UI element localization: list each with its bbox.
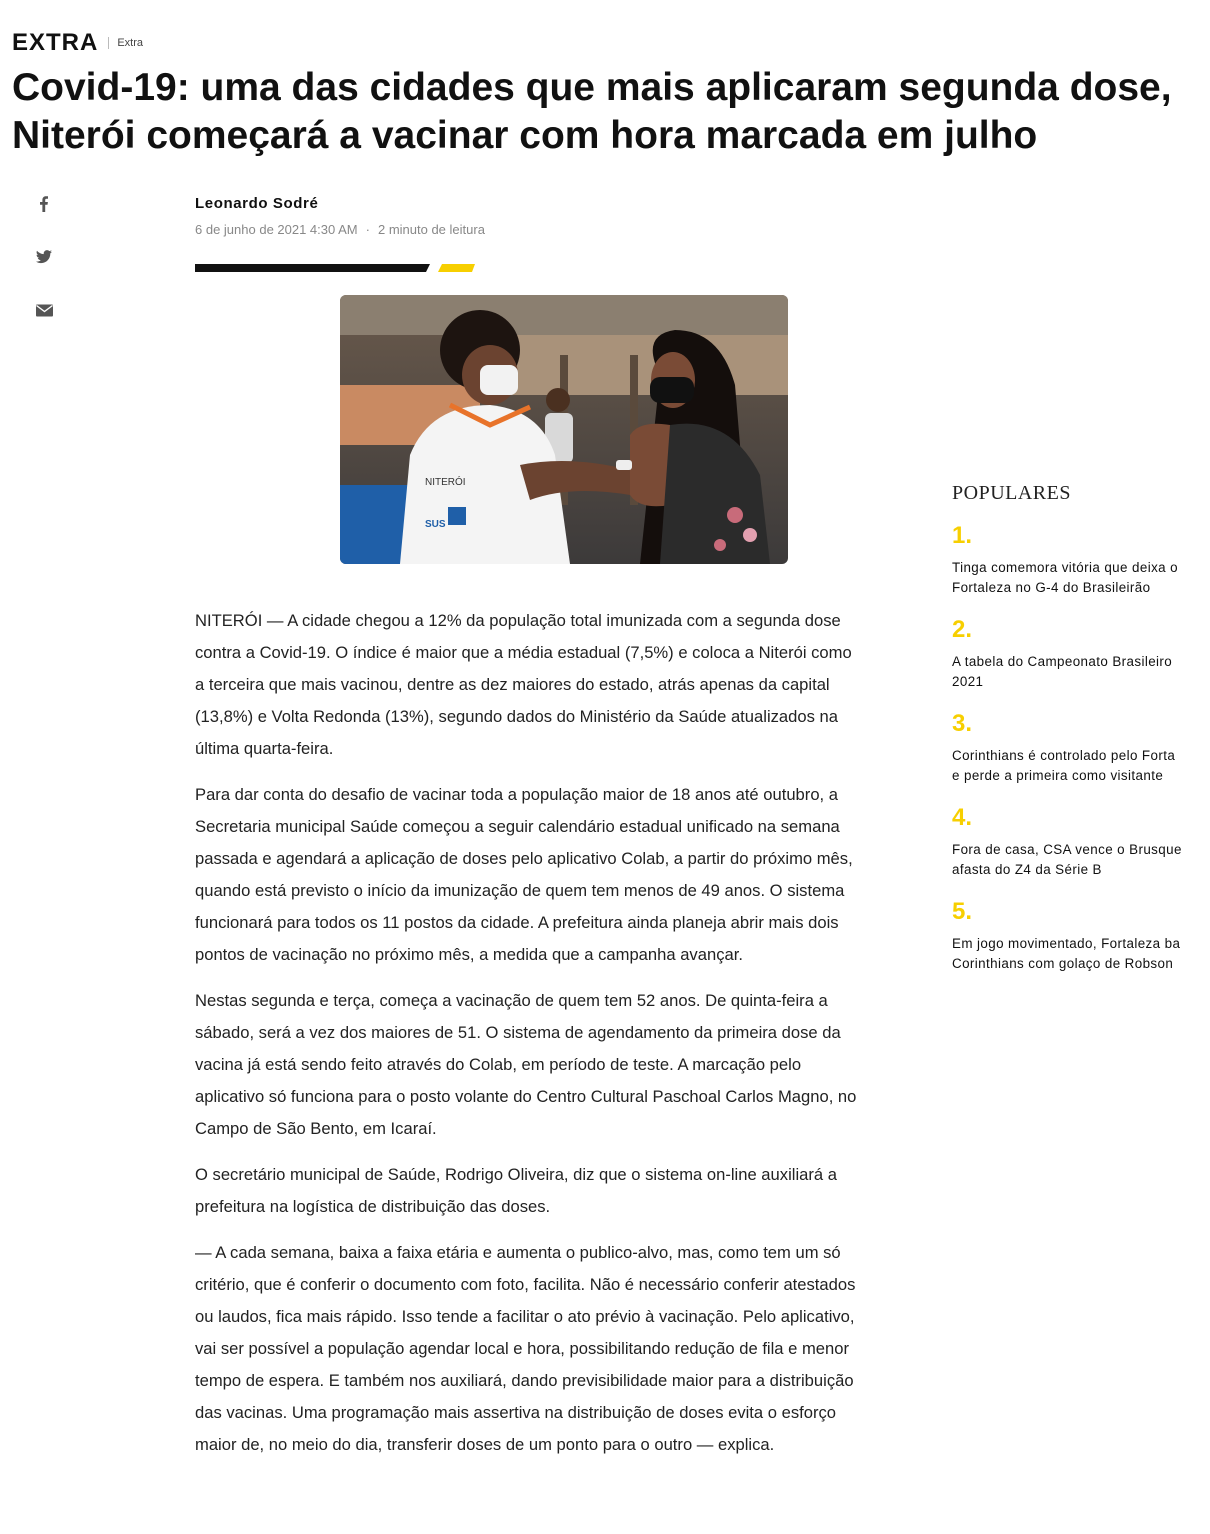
popular-title[interactable]: Fora de casa, CSA vence o Brusque afasta do Z4 da Série B: [952, 842, 1182, 877]
popular-item[interactable]: [952, 522, 1210, 598]
article-paragraph: Para dar conta do desafio de vacinar toda a população maior de 18 anos até outubro, a Secretaria municipal Saúde começou a seguir calendário estadual unificado na semana passada e agendará a aplicação de doses pelo aplicativo Colab, a partir do próximo mês, quando está previsto o início da imunização de quem tem menos de 49 anos. O sistema funcionará para todos os 11 postos da cidade. A prefeitura ainda planeja abrir mais dois pontos de vacinação no próximo mês, a medida que a campanha avançar.: [195, 785, 853, 964]
sus-logo-text: SUS: [425, 519, 446, 530]
twitter-icon[interactable]: [30, 243, 58, 271]
article-paragraph: O secretário municipal de Saúde, Rodrigo Oliveira, diz que o sistema on-line auxiliará a prefeitura na logística de distribuição das doses.: [195, 1165, 837, 1216]
popular-title[interactable]: Tinga comemora vitória que deixa o Fortaleza no G-4 do Brasileirão: [952, 560, 1178, 595]
extra-logo[interactable]: EXTRA: [12, 29, 99, 56]
article-paragraph: Nestas segunda e terça, começa a vacinação de quem tem 52 anos. De quinta-feira a sábado, será a vez dos maiores de 51. O sistema de agendamento da primeira dose da vacina já está sendo feito através do Colab, em período de teste. A marcação pelo aplicativo só funciona para o posto volante do Centro Cultural Paschoal Carlos Magno, no Campo de São Bento, em Icaraí.: [195, 991, 857, 1138]
popular-title[interactable]: Em jogo movimentado, Fortaleza ba Corinthians com golaço de Robson: [952, 936, 1181, 971]
popular-item[interactable]: [952, 898, 1210, 974]
popular-rank: 4.: [952, 804, 973, 831]
article-paragraph: NITERÓI — A cidade chegou a 12% da população total imunizada com a segunda dose contra a Covid-19. O índice é maior que a média estadual (7,5%) e coloca a Niterói como a terceira que mais vacinou, dentre as dez maiores do estado, atrás apenas da capital (13,8%) e Volta Redonda (13%), segundo dados do Ministério da Saúde atualizados na última quarta-feira.: [195, 611, 852, 758]
article-paragraph: — A cada semana, baixa a faixa etária e aumenta o publico-alvo, mas, como tem um só critério, que é conferir o documento com foto, facilita. Não é necessário conferir atestados ou laudos, fica mais rápido. Isso tende a facilitar o ato prévio à vacinação. Pelo aplicativo, vai ser possível a população agendar local e hora, possibilitando redução de fila e menor tempo de espera. E também nos auxiliará, dando previsibilidade maior para a distribuição das vacinas. Uma programação mais assertiva na distribuição de doses evita o esforço maior de, no meio do dia, transferir doses de um ponto para o outro — explica.: [195, 1243, 856, 1454]
article-body: [195, 605, 860, 1475]
meta-separator: ·: [365, 222, 370, 237]
section-label[interactable]: Extra: [117, 37, 144, 49]
site-header: [12, 30, 143, 56]
read-time: 2 minuto de leitura: [377, 222, 485, 237]
publish-date: 6 de junho de 2021 4:30 AM: [195, 222, 358, 237]
popular-item[interactable]: [952, 616, 1210, 692]
popular-rank: 3.: [952, 710, 973, 737]
popular-rank: 1.: [952, 522, 973, 549]
article-photo[interactable]: [340, 295, 788, 564]
popular-sidebar: [952, 478, 1210, 992]
popular-title[interactable]: A tabela do Campeonato Brasileiro 2021: [952, 654, 1173, 689]
popular-rank: 5.: [952, 898, 973, 925]
share-bar: [30, 190, 60, 349]
article-headline: Covid-19: uma das cidades que mais aplicaram segunda dose, Niterói começará a vacinar com hora marcada em julho: [12, 66, 1172, 157]
popular-title[interactable]: Corinthians é controlado pelo Forta e perde a primeira como visitante: [952, 748, 1176, 783]
byline: [195, 195, 485, 237]
popular-rank: 2.: [952, 616, 973, 643]
popular-item[interactable]: [952, 804, 1210, 880]
header-divider: [108, 37, 109, 49]
popular-item[interactable]: [952, 710, 1210, 786]
article-meta: [195, 222, 485, 237]
popular-heading: POPULARES: [952, 482, 1071, 504]
author-name[interactable]: Leonardo Sodré: [195, 195, 319, 212]
decorative-rule: [195, 264, 475, 272]
facebook-icon[interactable]: [30, 190, 58, 218]
vest-logo-text: NITERÓI: [425, 477, 466, 488]
email-icon[interactable]: [30, 296, 58, 324]
